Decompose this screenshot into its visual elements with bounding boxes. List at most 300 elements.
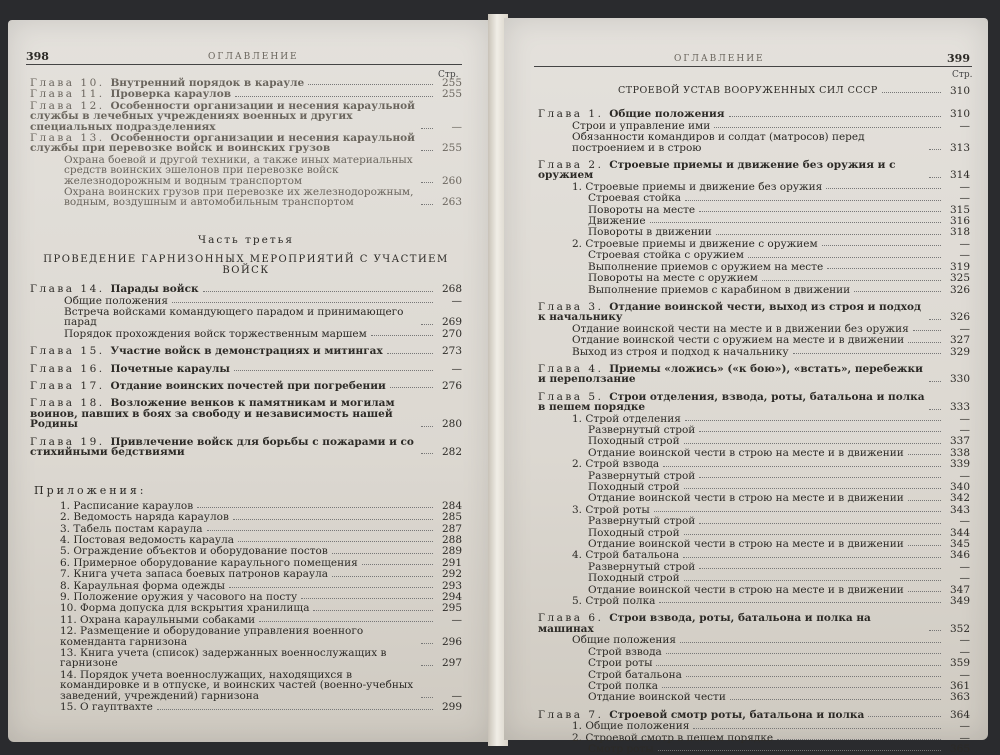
- entry-text: Развернутый строй: [588, 423, 696, 436]
- chapter-label: Глава 1.: [538, 108, 610, 121]
- leader-dots: [908, 591, 941, 592]
- entry-text: Развернутый строй: [588, 560, 696, 573]
- page-ref: 343: [949, 503, 970, 516]
- entry-text: 2. Ведомость наряда караулов: [60, 511, 229, 524]
- chapter-title: Отдание воинской чести, выход из строя и подход к начальнику: [538, 300, 922, 324]
- toc-subentry: [538, 227, 970, 237]
- entry-text: [538, 160, 929, 181]
- entry-text: Строй полка: [588, 679, 659, 692]
- entry-text: 1. Строй отделения: [572, 412, 681, 425]
- page-ref: 276: [441, 379, 462, 392]
- leader-dots: [362, 564, 433, 565]
- page-ref: 284: [441, 499, 462, 512]
- section-title: СТРОЕВОЙ УСТАВ ВООРУЖЕННЫХ СИЛ СССР: [618, 85, 878, 96]
- entry-text: Порядок прохождения войск торжественным маршем: [64, 327, 367, 340]
- toc-chapter: [538, 364, 970, 385]
- page-ref: 295: [441, 602, 462, 615]
- page-ref: 327: [949, 334, 970, 347]
- leader-dots: [421, 643, 433, 644]
- leader-dots: [714, 127, 941, 128]
- toc-subentry: [538, 471, 970, 481]
- toc-appendix: [30, 569, 462, 579]
- toc-chapter: [538, 109, 970, 119]
- page-ref: 339: [949, 458, 970, 471]
- page-ref: 255: [441, 142, 462, 155]
- chapter-label: Глава 10.: [30, 77, 111, 89]
- page-column-label: Стр.: [952, 70, 973, 80]
- entry-text: 4. Строй батальона: [572, 549, 680, 562]
- toc-appendix: [30, 524, 462, 534]
- entry-text: Походный строй: [588, 481, 680, 493]
- chapter-label: Глава 19.: [30, 435, 111, 448]
- page-ref: —: [451, 689, 462, 702]
- page-ref: 288: [441, 534, 462, 546]
- chapter-label: Глава 14.: [30, 283, 111, 296]
- toc-subentry: [538, 493, 970, 503]
- chapter-title: Особенности организации и несения караульной службы в лечебных учреждениях военных и других специальных подразделениях: [30, 99, 415, 133]
- leader-dots: [929, 381, 941, 382]
- entry-text: 13. Книга учета (список) задержанных военнослужащих в гарнизоне: [60, 647, 387, 670]
- leader-dots: [259, 621, 433, 622]
- leader-dots: [854, 291, 941, 292]
- chapter-label: Глава 6.: [538, 612, 610, 625]
- leader-dots: [387, 353, 433, 354]
- toc-subentry: [538, 721, 970, 731]
- entry-text: 12. Размещение и оборудование управления военного коменданта гарнизона: [60, 625, 364, 648]
- entry-text: 15. О гауптвахте: [60, 701, 153, 714]
- page-ref: —: [451, 362, 462, 375]
- entry-text: Отдание воинской чести в строю на месте и в движении: [588, 538, 904, 551]
- leader-dots: [421, 150, 433, 151]
- leader-dots: [683, 557, 941, 558]
- page-ref: 314: [949, 169, 970, 182]
- entry-text: [30, 398, 421, 429]
- leader-dots: [929, 319, 941, 320]
- page-ref: 359: [949, 657, 970, 670]
- entry-text: Походный строй: [588, 572, 680, 585]
- entry-text: 2. Строевые приемы и движение с оружием: [572, 237, 818, 250]
- page-ref: 326: [949, 311, 970, 324]
- running-head: ОГЛАВЛЕНИЕ: [208, 52, 299, 62]
- toc-subentry: [538, 425, 970, 435]
- entry-text: Отдание воинской чести в строю на месте и в движении: [588, 583, 904, 596]
- entry-text: [538, 302, 929, 323]
- leader-dots: [650, 222, 941, 223]
- entry-text: 3. Строй роты: [572, 503, 650, 516]
- leader-dots: [685, 420, 941, 421]
- entry-text: Общие положения: [572, 634, 677, 647]
- entry-text: [30, 437, 421, 458]
- page-ref: —: [959, 668, 970, 681]
- page-ref: 342: [949, 492, 970, 505]
- leader-dots: [777, 739, 941, 740]
- page-ref: 255: [441, 88, 462, 101]
- leader-dots: [421, 128, 433, 129]
- entry-text: [30, 101, 421, 132]
- left-page: [8, 20, 490, 742]
- page-ref: 347: [949, 583, 970, 596]
- toc-subentry: [538, 216, 970, 226]
- toc-subentry: [538, 744, 970, 754]
- chapter-label: Глава 12.: [30, 99, 111, 112]
- leader-dots: [929, 409, 941, 410]
- entry-text: 5. Ограждение объектов и оборудование постов: [60, 545, 328, 558]
- page-ref: 282: [441, 445, 462, 458]
- toc-subentry: [30, 329, 462, 339]
- leader-dots: [172, 302, 433, 303]
- entry-text: 6. Примерное оборудование караульного помещения: [60, 556, 358, 569]
- leader-dots: [729, 116, 942, 117]
- leader-dots: [234, 370, 433, 371]
- chapter-label: Глава 2.: [538, 159, 610, 172]
- toc-subentry: [538, 482, 970, 492]
- page-ref: —: [959, 645, 970, 658]
- entry-text: 1. Строевые приемы и движение без оружия: [572, 180, 823, 193]
- page-ref: 255: [441, 77, 462, 89]
- page-ref: —: [959, 192, 970, 205]
- entry-text: Развернутый строй: [588, 515, 696, 528]
- toc-appendix: [30, 626, 462, 647]
- page-ref: 329: [949, 345, 970, 358]
- toc-subentry: [538, 635, 970, 645]
- toc-subentry: [538, 681, 970, 691]
- page-ref: 318: [949, 226, 970, 239]
- toc-subentry: [538, 205, 970, 215]
- page-ref: 310: [949, 85, 970, 97]
- page-column-label: Стр.: [438, 70, 459, 80]
- leader-dots: [929, 149, 941, 150]
- toc-subentry: [538, 182, 970, 192]
- chapter-label: Глава 16.: [30, 362, 111, 375]
- toc-subentry: [30, 155, 462, 186]
- leader-dots: [663, 466, 941, 467]
- entry-text: Повороты в движении: [588, 226, 712, 239]
- leader-dots: [716, 234, 941, 235]
- leader-dots: [421, 182, 433, 183]
- leader-dots: [826, 188, 941, 189]
- chapter-label: Глава 13.: [30, 132, 111, 145]
- toc-subentry: [538, 273, 970, 283]
- chapter-title: Привлечение войск для борьбы с пожарами и со стихийными бедствиями: [30, 435, 414, 458]
- leader-dots: [913, 330, 941, 331]
- toc-left: [30, 78, 462, 714]
- toc-subentry: [538, 585, 970, 595]
- entry-text: 2. Строй взвода: [572, 458, 660, 471]
- toc-subentry: [538, 193, 970, 203]
- page-ref: 333: [949, 401, 970, 414]
- leader-dots: [332, 553, 433, 554]
- entry-text: [538, 613, 929, 634]
- page-ref: 345: [949, 538, 970, 551]
- leader-dots: [229, 587, 433, 588]
- page-ref: 310: [949, 108, 970, 121]
- leader-dots: [313, 610, 433, 611]
- leader-dots: [699, 477, 941, 478]
- leader-dots: [699, 211, 941, 212]
- leader-dots: [699, 523, 941, 524]
- page-ref: 315: [949, 203, 970, 216]
- toc-appendix: [30, 558, 462, 568]
- leader-dots: [730, 699, 941, 700]
- toc-chapter: [538, 710, 970, 720]
- toc-chapter: [538, 613, 970, 634]
- page-ref: —: [959, 731, 970, 744]
- toc-subentry: [538, 459, 970, 469]
- entry-text: 2. Строевой смотр в пешем порядке: [572, 731, 774, 744]
- entry-text: 7. Книга учета запаса боевых патронов караула: [60, 568, 329, 581]
- chapter-label: Глава 3.: [538, 300, 610, 313]
- entry-text: [30, 346, 387, 356]
- chapter-label: Глава 18.: [30, 397, 111, 410]
- leader-dots: [332, 576, 433, 577]
- page-ref: 297: [441, 657, 462, 670]
- entry-text: [30, 364, 234, 374]
- chapter-label: Глава 15.: [30, 345, 111, 358]
- page-ref: —: [451, 294, 462, 307]
- entry-text: 3. Табель постам караула: [60, 522, 203, 535]
- entry-text: Строи и управление ими: [572, 119, 711, 132]
- leader-dots: [421, 697, 433, 698]
- page-ref: 299: [441, 701, 462, 714]
- entry-text: [30, 381, 390, 391]
- leader-dots: [762, 280, 941, 281]
- toc-chapter: [30, 364, 462, 374]
- page-ref: —: [959, 560, 970, 573]
- leader-dots: [662, 687, 941, 688]
- chapter-title: Особенности организации и несения караульной службы при перевозке войск и воинских грузов: [30, 132, 415, 155]
- entry-text: Развернутый строй: [588, 469, 696, 482]
- entry-text: Строй взвода: [588, 645, 662, 658]
- entry-text: Выход из строя и подход к начальнику: [572, 345, 789, 358]
- page-ref: —: [959, 412, 970, 425]
- chapter-title: Общие положения: [609, 108, 725, 121]
- toc-subentry: [538, 647, 970, 657]
- toc-chapter: [30, 133, 462, 154]
- entry-text: Отдание воинской чести с оружием на месте и в движении: [572, 334, 905, 347]
- chapter-title: Внутренний порядок в карауле: [110, 77, 305, 89]
- toc-subentry: [538, 347, 970, 357]
- page-ref: —: [959, 515, 970, 528]
- leader-dots: [699, 431, 941, 432]
- page-ref: 268: [441, 283, 462, 296]
- leader-dots: [659, 602, 941, 603]
- header-rule: [26, 64, 462, 65]
- leader-dots: [421, 204, 433, 205]
- leader-dots: [685, 200, 941, 201]
- entry-text: Отдание воинской чести в строю на месте и в движении: [588, 492, 904, 505]
- chapter-label: Глава 4.: [538, 362, 610, 375]
- entry-text: Движение: [588, 215, 646, 228]
- entry-text: [30, 133, 421, 154]
- chapter-label: Глава 7.: [538, 708, 610, 721]
- entry-text: Выполнение приемов с оружием на месте: [588, 260, 824, 273]
- page-ref: 326: [949, 283, 970, 296]
- toc-chapter: [30, 437, 462, 458]
- appendix-title: Приложения:: [34, 484, 147, 498]
- page-ref: 330: [949, 373, 970, 386]
- page-ref: —: [959, 237, 970, 250]
- page-ref: —: [959, 572, 970, 585]
- leader-dots: [908, 545, 941, 546]
- page-ref: 280: [441, 418, 462, 431]
- chapter-title: Возложение венков к памятникам и могилам воинов, павших в боях за свободу и независимость нашей Родины: [30, 397, 395, 431]
- toc-chapter: [30, 284, 462, 294]
- page-ref: 361: [949, 679, 970, 692]
- entry-text: 8. Караульная форма одежды: [60, 579, 226, 592]
- toc-subentry: [538, 262, 970, 272]
- toc-subentry: [538, 335, 970, 345]
- toc-right: [538, 86, 970, 755]
- leader-dots: [421, 426, 433, 427]
- leader-dots: [371, 335, 433, 336]
- toc-subentry: [538, 132, 970, 153]
- entry-text: Общие положения: [64, 294, 169, 307]
- page-ref: 260: [441, 174, 462, 187]
- entry-text: 5. Строй полка: [572, 595, 656, 608]
- entry-text: Охрана воинских грузов при перевозке их железнодорожным, водным, воздушным и автомобильным транспортом: [64, 186, 414, 209]
- entry-text: 14. Порядок учета военнослужащих, находящихся в командировке и в отпуске, и воинских частей (военно-учебных заведений, учреждений) гарнизона: [60, 668, 414, 702]
- leader-dots: [684, 580, 941, 581]
- toc-subentry: [30, 296, 462, 306]
- leader-dots: [908, 500, 941, 501]
- toc-appendix: [30, 581, 462, 591]
- toc-subentry: [538, 596, 970, 606]
- leader-dots: [882, 92, 941, 93]
- leader-dots: [693, 728, 941, 729]
- leader-dots: [827, 268, 941, 269]
- entry-text: [538, 710, 868, 720]
- page-ref: 325: [949, 272, 970, 285]
- toc-appendix: [30, 702, 462, 712]
- page-ref: 292: [441, 568, 462, 581]
- entry-text: Повороты на месте: [588, 203, 696, 216]
- entry-text: 1. Расписание караулов: [60, 499, 194, 512]
- leader-dots: [748, 257, 941, 258]
- page-ref: 285: [441, 511, 462, 524]
- leader-dots: [421, 665, 433, 666]
- page-ref: —: [451, 613, 462, 626]
- page-ref: 363: [949, 691, 970, 704]
- toc-subentry: [538, 516, 970, 526]
- toc-subentry: [538, 528, 970, 538]
- leader-dots: [686, 676, 941, 677]
- toc-appendix: [30, 592, 462, 602]
- toc-subentry: [538, 658, 970, 668]
- right-page: [504, 18, 988, 755]
- entry-text: Отдание воинской чести в строю на месте и в движении: [588, 446, 904, 459]
- page-number: 399: [947, 52, 970, 65]
- chapter-label: Глава 11.: [30, 88, 111, 101]
- page-ref: —: [451, 120, 462, 133]
- toc-chapter: [30, 78, 462, 88]
- toc-subentry: [538, 436, 970, 446]
- leader-dots: [929, 177, 941, 178]
- toc-subentry: [538, 573, 970, 583]
- toc-subentry: [30, 307, 462, 328]
- page-ref: 344: [949, 526, 970, 539]
- toc-chapter: [30, 101, 462, 132]
- chapter-title: Строевые приемы и движение без оружия и с оружием: [538, 159, 896, 182]
- leader-dots: [654, 511, 941, 512]
- page-ref: 313: [949, 141, 970, 154]
- toc-appendix: [30, 501, 462, 511]
- leader-dots: [793, 353, 941, 354]
- toc-appendix: [30, 648, 462, 669]
- entry-text: 1. Общие положения: [572, 720, 690, 733]
- toc-appendix: [30, 535, 462, 545]
- toc-appendix: [30, 603, 462, 613]
- toc-subentry: [538, 539, 970, 549]
- toc-subentry: [538, 121, 970, 131]
- toc-subentry: [538, 562, 970, 572]
- toc-subentry: [538, 505, 970, 515]
- entry-text: Строевая стойка с оружием: [588, 249, 744, 262]
- toc-subentry: [538, 670, 970, 680]
- entry-text: [538, 364, 929, 385]
- leader-dots: [908, 342, 941, 343]
- leader-dots: [301, 598, 433, 599]
- page-ref: —: [959, 249, 970, 262]
- entry-text: [538, 392, 929, 413]
- toc-chapter: [30, 381, 462, 391]
- page-ref: —: [959, 322, 970, 335]
- leader-dots: [421, 324, 433, 325]
- page-ref: 349: [949, 595, 970, 608]
- toc-chapter: [30, 89, 462, 99]
- page-ref: —: [959, 720, 970, 733]
- entry-text: Смотр роты: [588, 742, 654, 755]
- toc-subentry: [538, 324, 970, 334]
- toc-chapter: [30, 346, 462, 356]
- toc-subentry: [538, 285, 970, 295]
- leader-dots: [421, 453, 433, 454]
- leader-dots: [658, 750, 941, 751]
- page-ref: 352: [949, 622, 970, 635]
- leader-dots: [233, 519, 433, 520]
- entry-text: 4. Постовая ведомость караула: [60, 534, 235, 546]
- toc-appendix: [30, 546, 462, 556]
- chapter-title: Почетные караулы: [110, 362, 230, 375]
- entry-text: Строевая стойка: [588, 192, 682, 205]
- chapter-title: Строи отделения, взвода, роты, батальона и полка в пешем порядке: [538, 390, 925, 414]
- toc-subentry: [538, 239, 970, 249]
- leader-dots: [666, 653, 941, 654]
- leader-dots: [390, 387, 433, 388]
- entry-text: Строи роты: [588, 657, 653, 670]
- leader-dots: [680, 642, 941, 643]
- leader-dots: [238, 541, 433, 542]
- page-ref: —: [959, 423, 970, 436]
- chapter-title: Участие войск в демонстрациях и митингах: [110, 345, 383, 358]
- toc-subentry: [538, 414, 970, 424]
- page-ref: 294: [441, 591, 462, 604]
- leader-dots: [684, 488, 941, 489]
- leader-dots: [684, 443, 941, 444]
- leader-dots: [684, 534, 941, 535]
- leader-dots: [235, 96, 433, 97]
- entry-text: Отдание воинской чести на месте и в движении без оружия: [572, 322, 909, 335]
- leader-dots: [207, 530, 433, 531]
- leader-dots: [203, 291, 433, 292]
- toc-chapter: [538, 160, 970, 181]
- page-number: 398: [26, 50, 49, 63]
- leader-dots: [157, 709, 433, 710]
- entry-text: [30, 284, 203, 294]
- toc-subentry: [538, 448, 970, 458]
- toc-chapter: [538, 392, 970, 413]
- page-ref: 263: [441, 196, 462, 209]
- page-ref: 346: [949, 549, 970, 562]
